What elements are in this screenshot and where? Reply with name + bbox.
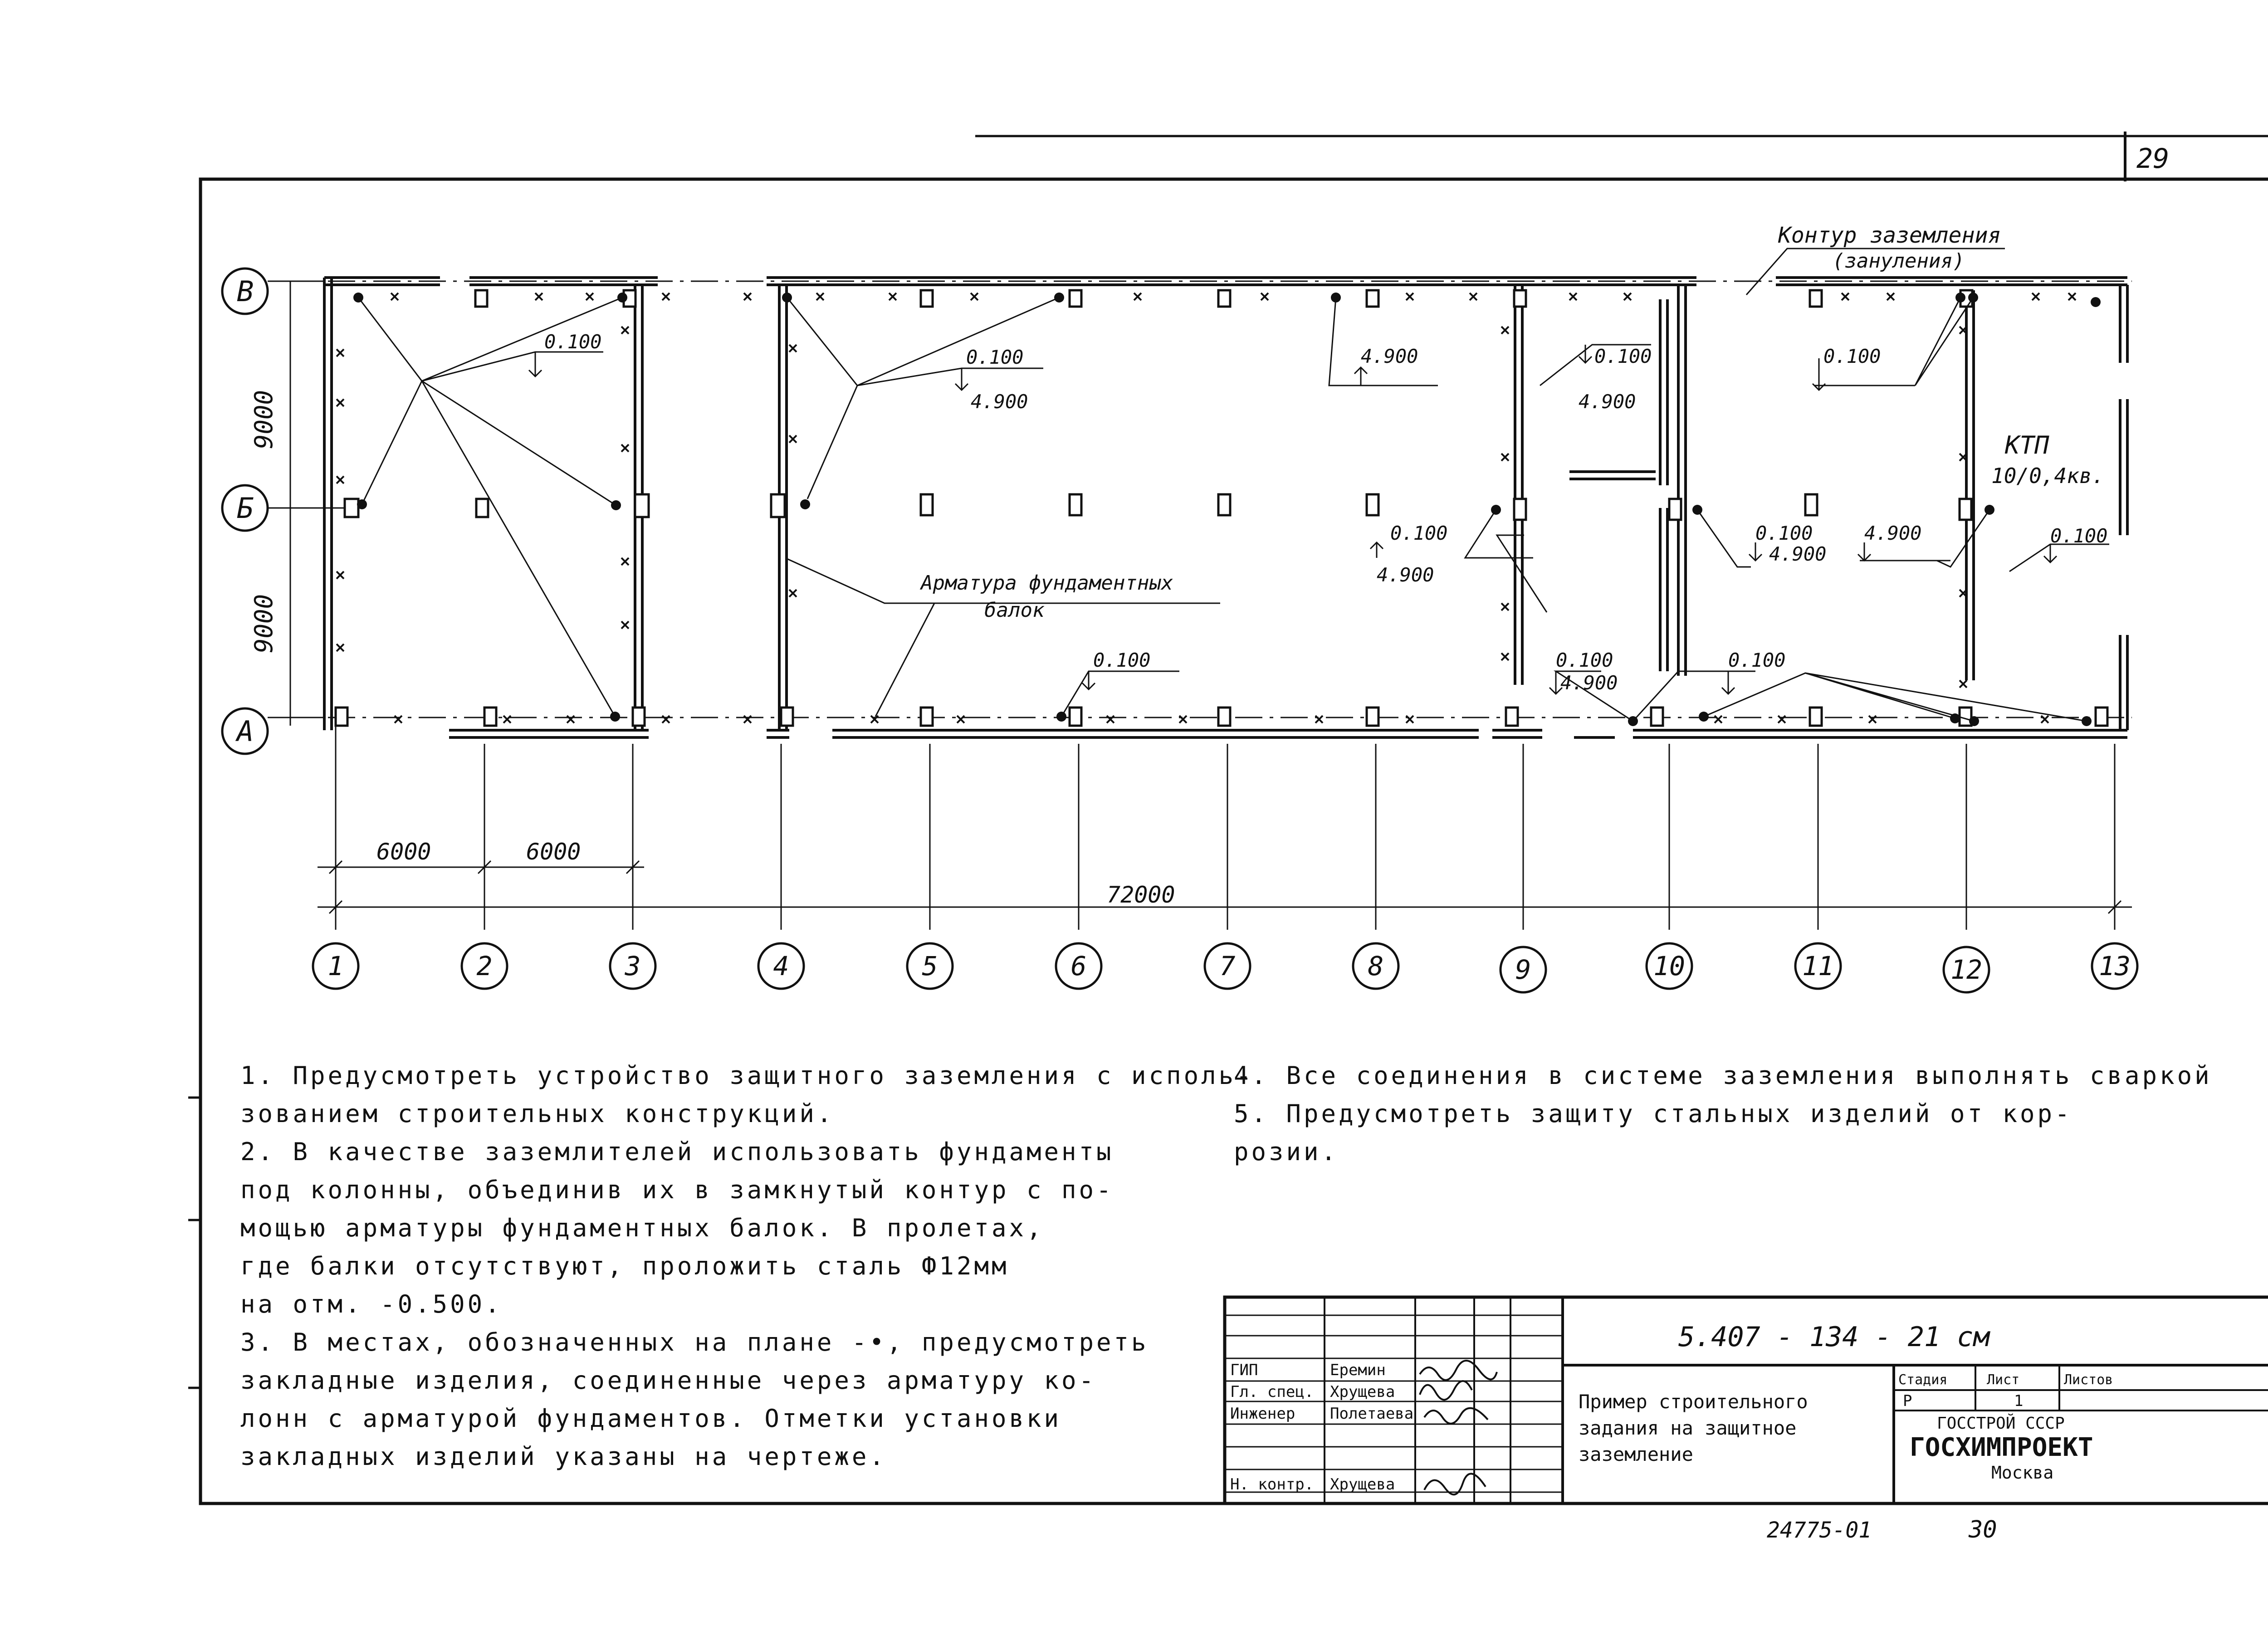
ktp-label: КТП bbox=[2005, 431, 2049, 459]
column-axis-label: 11 bbox=[1802, 951, 1834, 981]
person-name: Хрущева bbox=[1330, 1475, 1395, 1494]
elevation-label: 4.900 bbox=[1579, 390, 1636, 413]
note-line: лонн с арматурой фундаментов. Отметки установки bbox=[240, 1404, 1062, 1433]
column-axis-label: 4 bbox=[773, 951, 789, 981]
elevation-label: 0.100 bbox=[1823, 345, 1881, 367]
row-axis-label: В bbox=[237, 275, 254, 308]
org-name: Москва bbox=[1991, 1463, 2054, 1483]
sheet-header: Лист bbox=[1987, 1372, 2020, 1388]
column-axis-label: 8 bbox=[1368, 951, 1384, 981]
role-label: Н. контр. bbox=[1230, 1475, 1314, 1494]
note-line: закладных изделий указаны на чертеже. bbox=[240, 1442, 887, 1471]
page-number: 29 bbox=[2136, 143, 2170, 175]
rebar-label: Арматура фундаментных bbox=[921, 571, 1173, 595]
elevation-label: 0.100 bbox=[966, 346, 1024, 368]
column-axis-label: 10 bbox=[1653, 951, 1685, 981]
note-line: закладные изделия, соединенные через арматуру ко- bbox=[240, 1366, 1097, 1395]
note-line: 2. В качестве заземлителей использовать фундаменты bbox=[240, 1137, 1114, 1166]
dimension-label: 9000 bbox=[249, 594, 278, 653]
note-line: где балки отсутствуют, проложить сталь Ф12мм bbox=[240, 1252, 1009, 1280]
elevation-label: 0.100 bbox=[1556, 649, 1613, 671]
role-label: Инженер bbox=[1230, 1405, 1295, 1423]
note-line: зованием строительных конструкций. bbox=[240, 1099, 835, 1128]
contour-label: (зануления) bbox=[1833, 249, 1965, 273]
elevation-label: 4.900 bbox=[1864, 522, 1922, 544]
person-name: Еремин bbox=[1330, 1361, 1386, 1379]
note-line: на отм. -0.500. bbox=[240, 1290, 503, 1318]
note-line: 5. Предусмотреть защиту стальных изделий от кор- bbox=[1234, 1099, 2072, 1128]
note-line: 3. В местах, обозначенных на плане -•, предусмотреть bbox=[240, 1328, 1149, 1357]
building-plan bbox=[222, 223, 2137, 992]
dimension-label: 72000 bbox=[1107, 882, 1175, 908]
elevation-label: 0.100 bbox=[1755, 522, 1813, 544]
elevation-label: 0.100 bbox=[1390, 522, 1448, 544]
note-line: под колонны, объединив их в замкнутый контур с по- bbox=[240, 1176, 1114, 1204]
ktp-label: 10/0,4кв. bbox=[1991, 464, 2105, 488]
title-block-text bbox=[1230, 1321, 2113, 1494]
column-axis-label: 5 bbox=[922, 951, 938, 981]
org-name: ГОССТРОЙ СССР bbox=[1937, 1414, 2065, 1433]
elevation-label: 0.100 bbox=[544, 331, 602, 353]
axis-lines bbox=[283, 281, 2132, 930]
note-line: 1. Предусмотреть устройство защитного заземления с исполь- bbox=[240, 1061, 1254, 1090]
sheet-title: заземление bbox=[1579, 1443, 1693, 1465]
elevation-label: 4.900 bbox=[1560, 672, 1618, 694]
column-axis-label: 12 bbox=[1950, 954, 1982, 985]
column-axis-label: 7 bbox=[1219, 951, 1236, 981]
elevation-label: 4.900 bbox=[971, 390, 1028, 413]
elevation-label: 0.100 bbox=[2050, 525, 2108, 547]
dimension-lines bbox=[318, 861, 2132, 913]
column-axis-label: 2 bbox=[476, 951, 493, 981]
person-name: Хрущева bbox=[1330, 1383, 1395, 1401]
dimension-label: 9000 bbox=[249, 390, 278, 449]
dimension-label: 6000 bbox=[376, 839, 431, 865]
sheet-title: Пример строительного bbox=[1579, 1391, 1808, 1413]
contour-label: Контур заземления bbox=[1778, 223, 2001, 248]
row-axis-label: Б bbox=[237, 492, 254, 525]
leader-lines bbox=[358, 249, 2109, 721]
footer-sheet: 30 bbox=[1969, 1516, 1997, 1543]
note-line: 4. Все соединения в системе заземления выполнять сваркой bbox=[1234, 1061, 2212, 1090]
elevation-label: 0.100 bbox=[1594, 345, 1652, 367]
stage-header: Стадия bbox=[1898, 1372, 1948, 1388]
note-line: розии. bbox=[1234, 1137, 1339, 1166]
sheet-title: задания на защитное bbox=[1579, 1417, 1797, 1439]
row-axis-label: А bbox=[237, 715, 254, 748]
elevation-label: 0.100 bbox=[1093, 649, 1151, 671]
column-axis-label: 3 bbox=[625, 951, 641, 981]
dimension-label: 6000 bbox=[526, 839, 581, 865]
rebar-label: балок bbox=[984, 599, 1045, 622]
elevation-arrows bbox=[529, 345, 2057, 694]
org-name: ГОСХИМПРОЕКТ bbox=[1910, 1433, 2093, 1462]
person-name: Полетаева bbox=[1330, 1405, 1414, 1423]
general-notes-right bbox=[1234, 1057, 2212, 1171]
column-axis-label: 13 bbox=[2099, 951, 2131, 981]
role-label: ГИП bbox=[1230, 1361, 1258, 1379]
column-axis-label: 1 bbox=[327, 951, 344, 981]
elevation-label: 4.900 bbox=[1377, 564, 1434, 586]
stage-value: Р bbox=[1903, 1392, 1912, 1410]
elevation-label: 0.100 bbox=[1728, 649, 1786, 671]
column-axis-label: 6 bbox=[1070, 951, 1087, 981]
column-axis-labels bbox=[328, 951, 2131, 985]
elevation-label: 4.900 bbox=[1361, 345, 1418, 367]
column-axis-label: 9 bbox=[1515, 954, 1531, 985]
elevation-label: 4.900 bbox=[1769, 543, 1827, 565]
sheets-header: Листов bbox=[2064, 1372, 2113, 1388]
doc-code: 5.407 - 134 - 21 см bbox=[1678, 1321, 1990, 1353]
sheet-value: 1 bbox=[2014, 1392, 2024, 1410]
note-line: мощью арматуры фундаментных балок. В пролетах, bbox=[240, 1214, 1044, 1242]
role-label: Гл. спец. bbox=[1230, 1383, 1314, 1401]
footer-code: 24775-01 bbox=[1767, 1518, 1872, 1543]
